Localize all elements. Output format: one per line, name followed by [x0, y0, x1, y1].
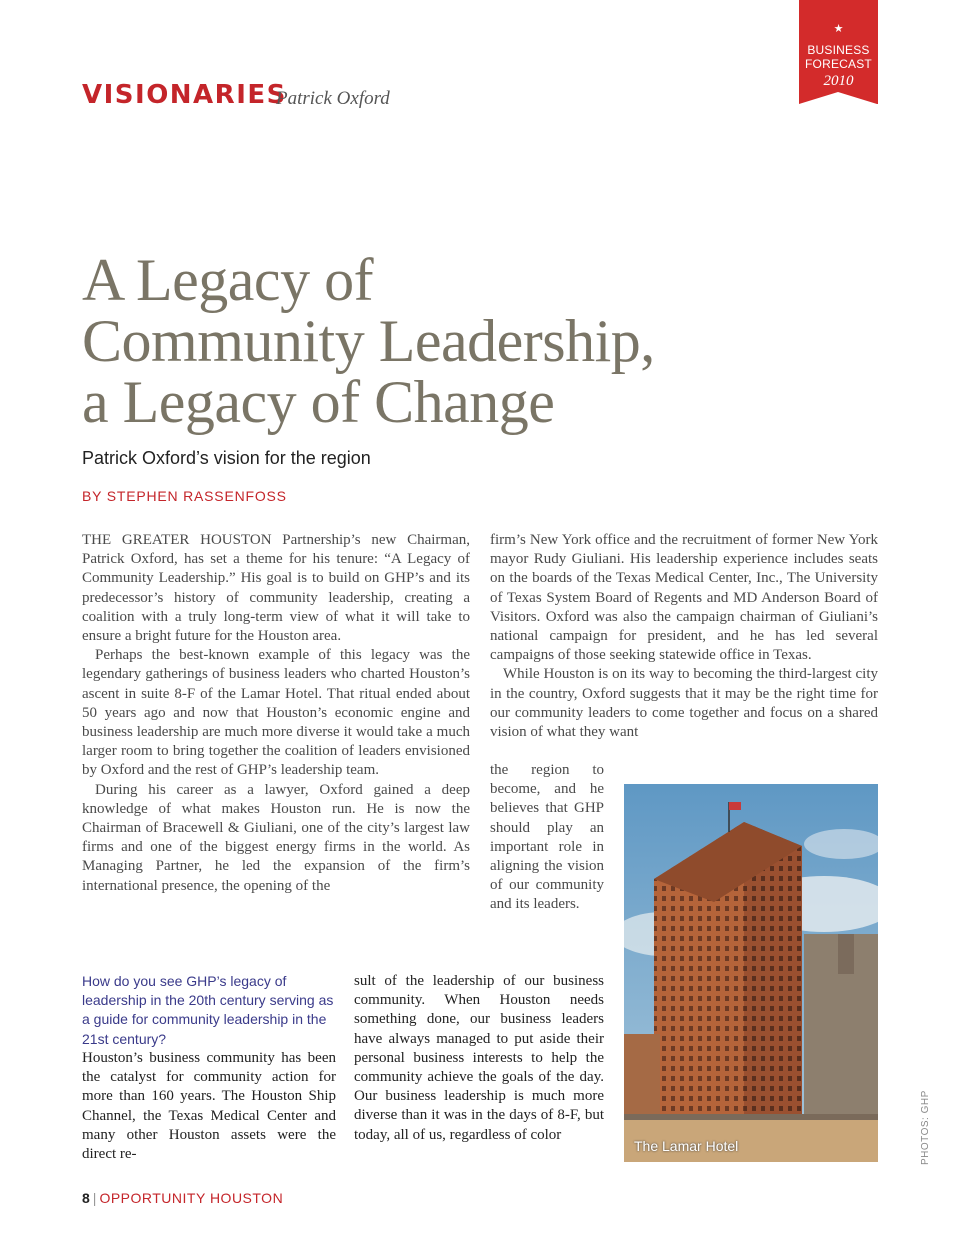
- business-forecast-ribbon: [799, 0, 878, 104]
- paragraph: THE GREATER HOUSTON Partnership’s new Chairman, Patrick Oxford, has set a theme for his tenure: “A Legacy of Community Leadership.” His goal is to build on GHP’s and its predecessor’s history of community leadership, creating a coalition with a truly long-term view of what it will take to ensure a bright future for the Houston area.: [82, 532, 470, 645]
- body-column-2: [490, 531, 878, 742]
- paragraph: While Houston is on its way to becoming the third-largest city in the country, Oxford suggests that it may be the right time for our community leaders to come together and focus on a shared vision of what they want: [490, 666, 878, 741]
- footer-separator: |: [92, 1190, 97, 1206]
- interview-answer-part-2: sult of the leadership of our business community. When Houston needs something done, our business leaders have always managed to put aside their personal business interests to help the community achieve the goals of the day. Our business leadership is much more diverse than it was in the days of 8-F, but today, all of us, regardless of color: [354, 973, 604, 1143]
- paragraph: Perhaps the best-known example of this legacy was the legendary gatherings of business leaders who charted Houston’s ascent in suite 8-F of the Lamar Hotel. That ritual ended about 50 years ago and now that Houston’s economic engine and business leadership are much more diverse it would take a much larger room to bring together the coalition of leaders envisioned by Oxford and the rest of GHP’s leadership team.: [82, 647, 470, 779]
- interview-answer-part-1: Houston’s business community has been the catalyst for community action for more than 160 years. The Houston Ship Channel, the Texas Medical Center and many other Houston assets were the direct re-: [82, 1050, 336, 1163]
- body-column-1: [82, 531, 470, 896]
- photo-caption: The Lamar Hotel: [634, 1138, 739, 1154]
- section-label: VISIONARIES: [82, 80, 287, 110]
- headline-line-2: Community Leadership,: [82, 308, 655, 374]
- ribbon-line-1: BUSINESS: [807, 43, 870, 57]
- headline-line-1: A Legacy of: [82, 247, 374, 313]
- headline-line-3: a Legacy of Change: [82, 369, 555, 435]
- lamar-hotel-illustration: [624, 784, 878, 1162]
- ribbon-notch: [799, 92, 877, 104]
- paragraph: During his career as a lawyer, Oxford gained a deep knowledge of what makes Houston run. He is now the Chairman of Bracewell & Giuliani, one of the city’s largest law firms and one of the biggest energy firms in the world. As Managing Partner, he led the expansion of the firm’s international presence, the opening of the: [82, 781, 470, 894]
- ribbon-line-2: FORECAST: [805, 57, 872, 71]
- publication-name: OPPORTUNITY HOUSTON: [99, 1190, 284, 1206]
- dek: Patrick Oxford’s vision for the region: [82, 448, 371, 468]
- body-column-2-continuation: the region to become, and he believes that GHP should play an important role in aligning the vision of our community and its leaders.: [490, 762, 604, 913]
- lamar-hotel-photo: [624, 784, 878, 1162]
- paragraph: firm’s New York office and the recruitment of former New York mayor Rudy Giuliani. His leadership experience includes seats on the boards of the Texas Medical Center, Inc., The University of Texas System Board of Regents and MD Anderson Board of Visitors. Oxford was also the campaign chairman of Giuliani’s national campaign for president, and he has led several campaigns of those seeking statewide office in Texas.: [490, 532, 878, 664]
- ribbon-year: 2010: [823, 73, 854, 89]
- byline: BY STEPHEN RASSENFOSS: [82, 488, 287, 504]
- headline: [82, 247, 782, 435]
- page-footer: [82, 1190, 283, 1206]
- page-number: 8: [82, 1190, 90, 1206]
- photo-credit: PHOTOS: GHP: [920, 1090, 931, 1165]
- interview-question: How do you see GHP’s legacy of leadership in the 20th century serving as a guide for community leadership in the 21st century?: [82, 973, 334, 1047]
- star-icon: ★: [833, 22, 844, 35]
- section-subject: Patrick Oxford: [276, 88, 390, 109]
